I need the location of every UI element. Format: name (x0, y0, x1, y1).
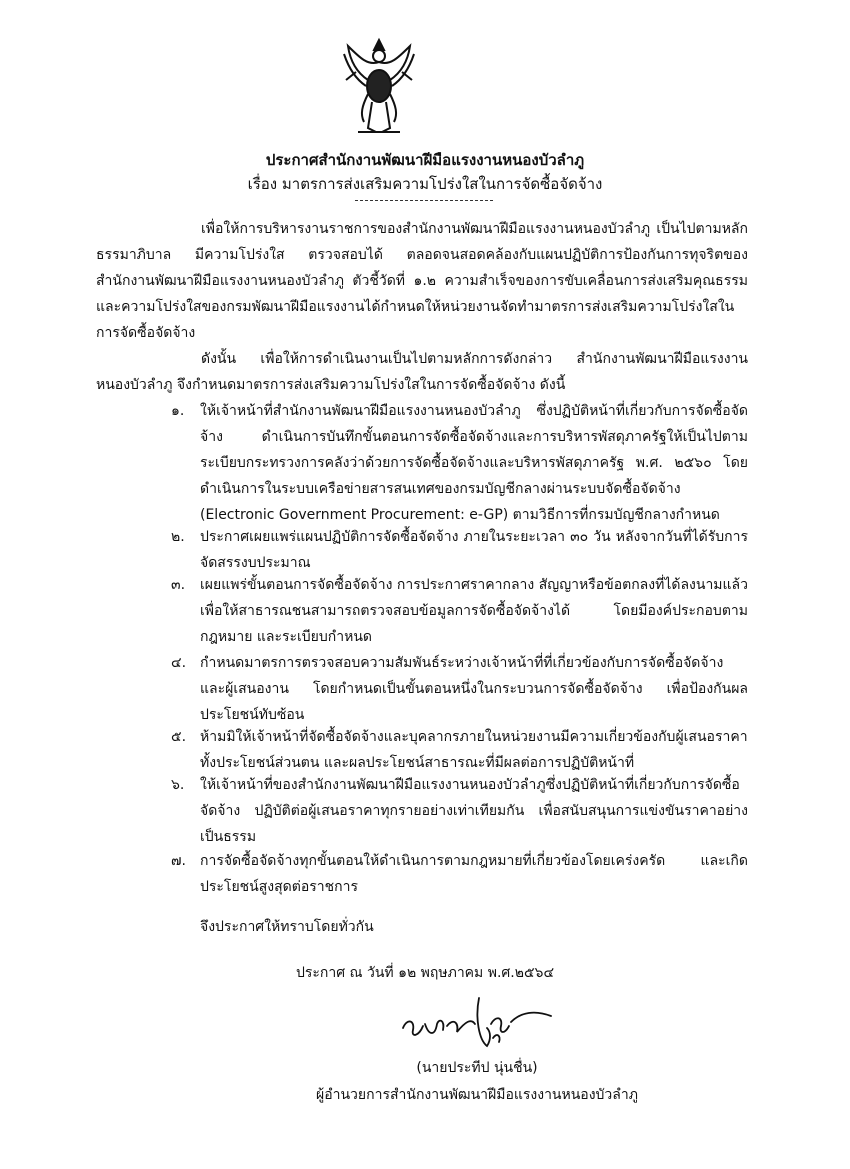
intro-paragraph: เพื่อให้การบริหารงานราชการของสำนักงานพัฒนาฝีมือแรงงานหนองบัวลำภู เป็นไปตามหลักธรรมาภิบาล มีความโปร่งใส ตรวจสอบได้ ตลอดจนสอดคล้องกับแผนปฏิบัติการป้องกันการทุจริตของสำนักงานพัฒนาฝีมือแรงงานหนองบัวลำภู ตัวชี้วัดที่ ๑.๒ ความสำเร็จของการขับเคลื่อนการส่งเสริมคุณธรรมและความโปร่งใสของกรมพัฒนาฝีมือแรงงานได้กำหนดให้หน่วยงานจัดทำมาตรการส่งเสริมความโปร่งใสในการจัดซื้อจัดจ้าง (96, 221, 748, 341)
measure-item (171, 524, 748, 576)
measure-number: ๕. (171, 729, 187, 745)
handwritten-signature-icon (395, 988, 555, 1060)
announcement-title: ประกาศสำนักงานพัฒนาฝีมือแรงงานหนองบัวลำภู (265, 151, 585, 169)
measure-text: ให้เจ้าหน้าที่สำนักงานพัฒนาฝีมือแรงงานหนองบัวลำภู ซึ่งปฏิบัติหน้าที่เกี่ยวกับการจัดซื้อจัดจ้าง ดำเนินการบันทึกขั้นตอนการจัดซื้อจัดจ้างและการบริหารพัสดุภาครัฐให้เป็นไปตามระเบียบกระทรวงการคลังว่าด้วยการจัดซื้อจัดจ้างและบริหารพัสดุภาครัฐ พ.ศ. ๒๕๖๐ โดยดำเนินการในระบบเครือข่ายสารสนเทศของกรมบัญชีกลางผ่านระบบจัดซื้อจัดจ้าง (Electronic Government Procurement: e-GP) ตามวิธีการที่กรมบัญชีกลางกำหนด (200, 403, 748, 523)
closing-statement: จึงประกาศให้ทราบโดยทั่วกัน (200, 919, 374, 935)
announcement-date: ประกาศ ณ วันที่ ๑๒ พฤษภาคม พ.ศ.๒๕๖๔ (295, 965, 555, 981)
measure-text: การจัดซื้อจัดจ้างทุกขั้นตอนให้ดำเนินการตามกฎหมายที่เกี่ยวข้องโดยเคร่งครัด และเกิดประโยชน์สูงสุดต่อราชการ (200, 853, 748, 895)
measure-text: กำหนดมาตรการตรวจสอบความสัมพันธ์ระหว่างเจ้าหน้าที่ที่เกี่ยวข้องกับการจัดซื้อจัดจ้างและผู้เสนองาน โดยกำหนดเป็นขั้นตอนหนึ่งในกระบวนการจัดซื้อจัดจ้าง เพื่อป้องกันผลประโยชน์ทับซ้อน (200, 655, 748, 723)
measure-item (171, 398, 748, 528)
announcement-subject: เรื่อง มาตรการส่งเสริมความโปร่งใสในการจัดซื้อจัดจ้าง (247, 175, 603, 193)
signer-position: ผู้อำนวยการสำนักงานพัฒนาฝีมือแรงงานหนองบัวลำภู (316, 1087, 638, 1103)
title-separator (355, 200, 493, 201)
measure-number: ๔. (171, 655, 187, 671)
measure-number: ๗. (171, 853, 186, 869)
measure-text: ห้ามมิให้เจ้าหน้าที่จัดซื้อจัดจ้างและบุคลากรภายในหน่วยงานมีความเกี่ยวข้องกับผู้เสนอราคาทั้งประโยชน์ส่วนตน และผลประโยชน์สาธารณะที่มีผลต่อการปฏิบัติหน้าที่ (200, 729, 748, 771)
measure-item (171, 572, 748, 650)
measure-number: ๓. (171, 577, 186, 593)
garuda-emblem-icon (338, 36, 420, 138)
measure-text: เผยแพร่ขั้นตอนการจัดซื้อจัดจ้าง การประกาศราคากลาง สัญญาหรือข้อตกลงที่ได้ลงนามแล้ว เพื่อให้สาธารณชนสามารถตรวจสอบข้อมูลการจัดซื้อจัดจ้างได้ โดยมีองค์ประกอบตามกฎหมาย และระเบียบกำหนด (200, 577, 748, 645)
measure-item (171, 848, 748, 900)
measure-item (171, 772, 748, 850)
measure-number: ๑. (171, 403, 185, 419)
measure-number: ๖. (171, 777, 185, 793)
measure-text: ให้เจ้าหน้าที่ของสำนักงานพัฒนาฝีมือแรงงานหนองบัวลำภูซึ่งปฏิบัติหน้าที่เกี่ยวกับการจัดซื้อจัดจ้าง ปฏิบัติต่อผู้เสนอราคาทุกรายอย่างเท่าเทียมกัน เพื่อสนับสนุนการแข่งขันราคาอย่างเป็นธรรม (200, 777, 748, 845)
signer-name: (นายประทีป นุ่นชื่น) (416, 1060, 538, 1076)
measure-number: ๒. (171, 529, 185, 545)
measure-item (171, 724, 748, 776)
measure-text: ประกาศเผยแพร่แผนปฏิบัติการจัดซื้อจัดจ้าง ภายในระยะเวลา ๓๐ วัน หลังจากวันที่ได้รับการจัดสรรงบประมาณ (200, 529, 748, 571)
purpose-paragraph: ดังนั้น เพื่อให้การดำเนินงานเป็นไปตามหลักการดังกล่าว สำนักงานพัฒนาฝีมือแรงงานหนองบัวลำภู จึงกำหนดมาตรการส่งเสริมความโปร่งใสในการจัดซื้อจัดจ้าง ดังนี้ (96, 351, 748, 393)
measure-item (171, 650, 748, 728)
